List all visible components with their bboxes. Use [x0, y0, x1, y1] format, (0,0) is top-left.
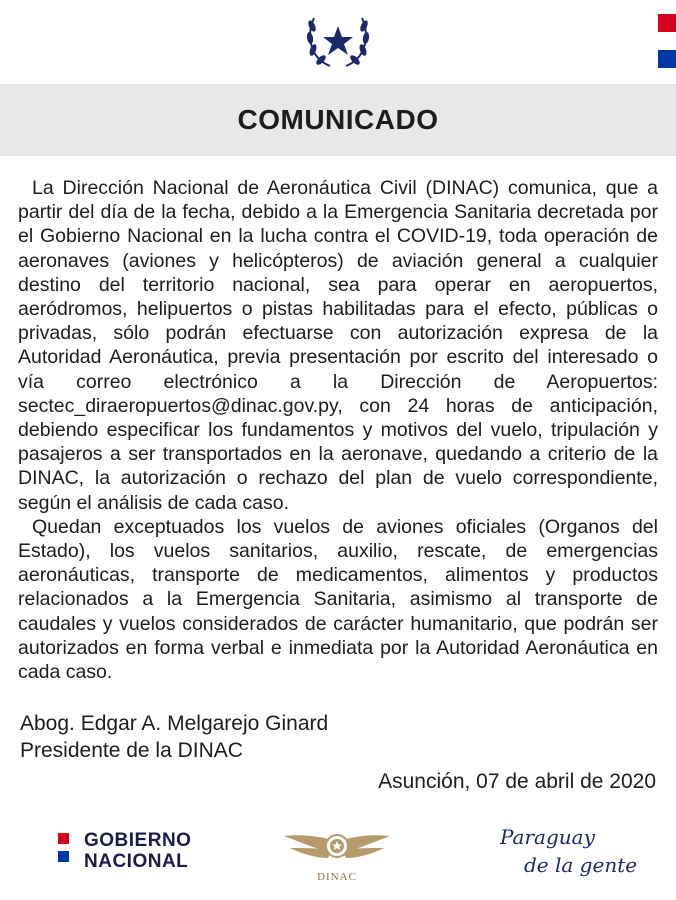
signatory-name: Abog. Edgar A. Melgarejo Ginard	[20, 712, 329, 735]
gobierno-nacional-logo	[58, 830, 191, 872]
body-paragraph-2: Quedan exceptuados los vuelos de aviones oficiales (Organos del Estado), los vuelos sanitarios, auxilio, rescate, de emergencias aeronáuticas, transporte de medicamentos, alimentos y productos relacionados a la Emergencia Sanitaria, asimismo al transporte de caudales y vuelos considerados de carácter humanitario, que podrán ser autorizados en forma verbal e inmediata por la Autoridad Aeronáutica en cada caso.	[18, 515, 658, 684]
slogan-line-2: de la gente	[524, 853, 638, 877]
place-date: Asunción, 07 de abril de 2020	[378, 770, 656, 793]
dinac-emblem-icon	[282, 822, 392, 888]
gobierno-line-1: GOBIERNO	[84, 830, 192, 851]
signature-block	[20, 710, 328, 764]
page-title: COMUNICADO	[237, 104, 439, 135]
gobierno-line-2: NACIONAL	[84, 851, 189, 872]
slogan-line-1: Paraguay	[500, 825, 595, 849]
flag-squares-icon	[58, 833, 72, 869]
national-seal-icon	[300, 6, 376, 72]
dinac-label: DINAC	[317, 871, 357, 883]
flag-color-bars	[658, 14, 676, 68]
body-paragraph-1: La Dirección Nacional de Aeronáutica Civil (DINAC) comunica, que a partir del día de la fecha, debido a la Emergencia Sanitaria decretada por el Gobierno Nacional en la lucha contra el COVID-19, toda operación de aeronaves (aviones y helicópteros) de aviación general a cualquier destino del territorio nacional, sea para operar en aeropuertos, aeródromos, helipuertos o pistas habilitadas para el efecto, públicas o privadas, sólo podrán efectuarse con autorización expresa de la Autoridad Aeronáutica, previa presentación por escrito del interesado o vía correo electrónico a la Dirección de Aeropuertos: sectec_diraeropuertos@dinac.gov.py, con 24 horas de anticipación, debiendo especificar los fundamentos y motivos del vuelo, tripulación y pasajeros a ser transportados en la aeronave, quedando a criterio de la DINAC, la autorización o rechazo del plan de vuelo correspondiente, según el análisis de cada caso.	[18, 177, 658, 514]
communique-body	[18, 176, 658, 684]
signatory-role: Presidente de la DINAC	[20, 739, 243, 762]
title-band	[0, 84, 676, 156]
paraguay-de-la-gente-logo	[494, 820, 638, 884]
